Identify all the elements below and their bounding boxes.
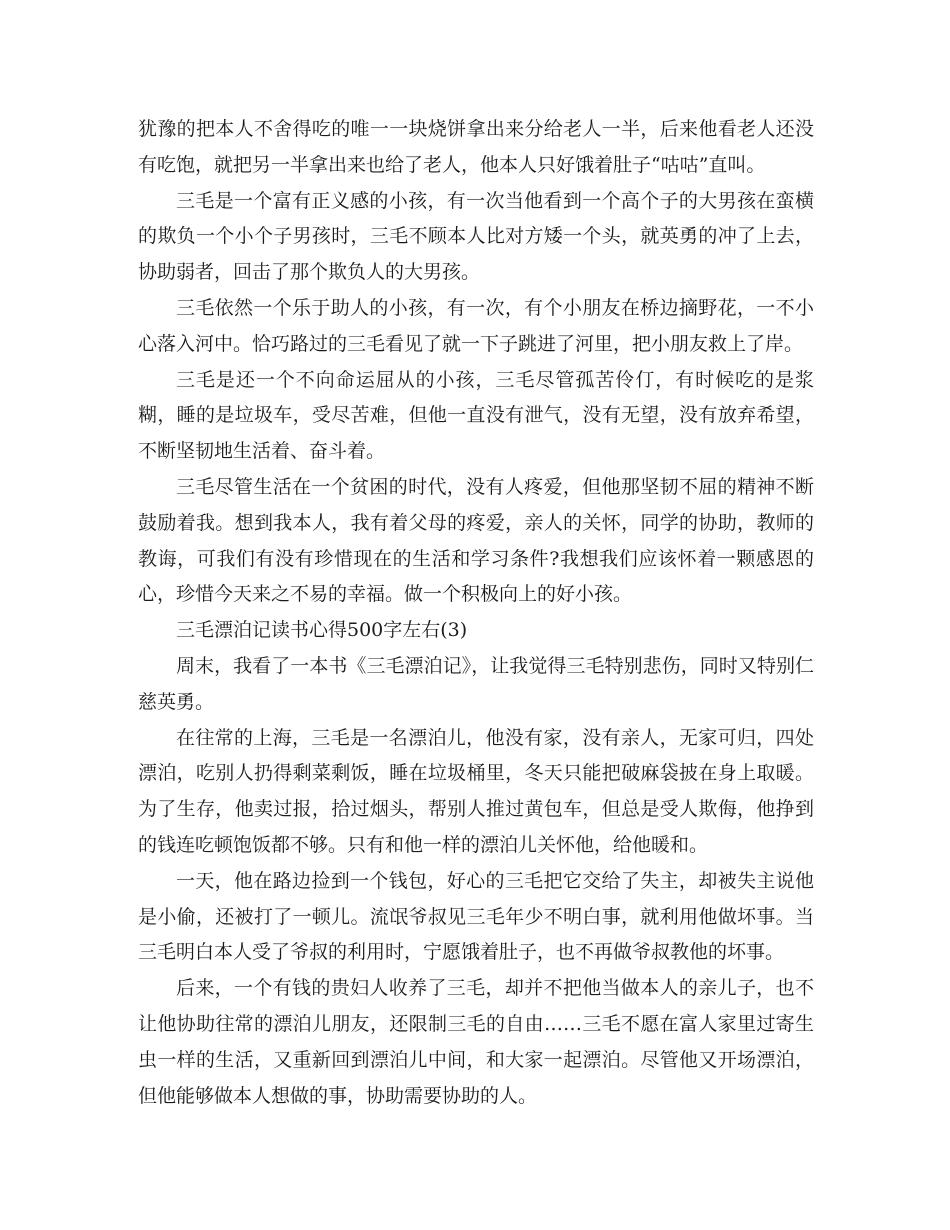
paragraph: 后来，一个有钱的贵妇人收养了三毛，却并不把他当做本人的亲儿子，也不让他协助往常的漂泊儿朋友，还限制三毛的自由……三毛不愿在富人家里过寄生虫一样的生活，又重新回到漂泊儿中间，和大家一起漂泊。尽管他又开场漂泊，但他能够做本人想做的事，协助需要协助的人。 (138, 977, 814, 1107)
paragraph: 三毛是一个富有正义感的小孩，有一次当他看到一个高个子的大男孩在蛮横的欺负一个小个子男孩时，三毛不顾本人比对方矮一个头，就英勇的冲了上去，协助弱者，回击了那个欺负人的大男孩。 (138, 189, 814, 284)
section-heading: 三毛漂泊记读书心得500字左右(3) (176, 619, 468, 642)
paragraph: 三毛依然一个乐于助人的小孩，有一次，有个小朋友在桥边摘野花，一不小心落入河中。恰巧路过的三毛看见了就一下子跳进了河里，把小朋友救上了岸。 (138, 296, 814, 355)
paragraph: 一天，他在路边捡到一个钱包，好心的三毛把它交给了失主，却被失主说他是小偷，还被打了一顿儿。流氓爷叔见三毛年少不明白事，就利用他做坏事。当三毛明白本人受了爷叔的利用时，宁愿饿着肚子，也不再做爷叔教他的坏事。 (138, 869, 814, 964)
paragraph: 周末，我看了一本书《三毛漂泊记》，让我觉得三毛特别悲伤，同时又特别仁慈英勇。 (138, 654, 814, 713)
paragraph: 在往常的上海，三毛是一名漂泊儿，他没有家，没有亲人，无家可归，四处漂泊，吃别人扔得剩菜剩饭，睡在垃圾桶里，冬天只能把破麻袋披在身上取暖。为了生存，他卖过报，拾过烟头，帮别人推过黄包车，但总是受人欺侮，他挣到的钱连吃顿饱饭都不够。只有和他一样的漂泊儿关怀他，给他暖和。 (138, 726, 814, 856)
paragraph: 三毛尽管生活在一个贫困的时代，没有人疼爱，但他那坚韧不屈的精神不断鼓励着我。想到我本人，我有着父母的疼爱，亲人的关怀，同学的协助，教师的教诲，可我们有没有珍惜现在的生活和学习条件?我想我们应该怀着一颗感恩的心，珍惜今天来之不易的幸福。做一个积极向上的好小孩。 (138, 475, 814, 606)
paragraph: 三毛是还一个不向命运屈从的小孩，三毛尽管孤苦伶仃，有时候吃的是浆糊，睡的是垃圾车，受尽苦难，但他一直没有泄气，没有无望，没有放弃希望，不断坚韧地生活着、奋斗着。 (138, 368, 814, 463)
paragraph-continuation: 犹豫的把本人不舍得吃的唯一一块烧饼拿出来分给老人一半，后来他看老人还没有吃饱，就把另一半拿出来也给了老人，他本人只好饿着肚子“咕咕”直叫。 (138, 118, 814, 176)
document-body (138, 112, 814, 1114)
